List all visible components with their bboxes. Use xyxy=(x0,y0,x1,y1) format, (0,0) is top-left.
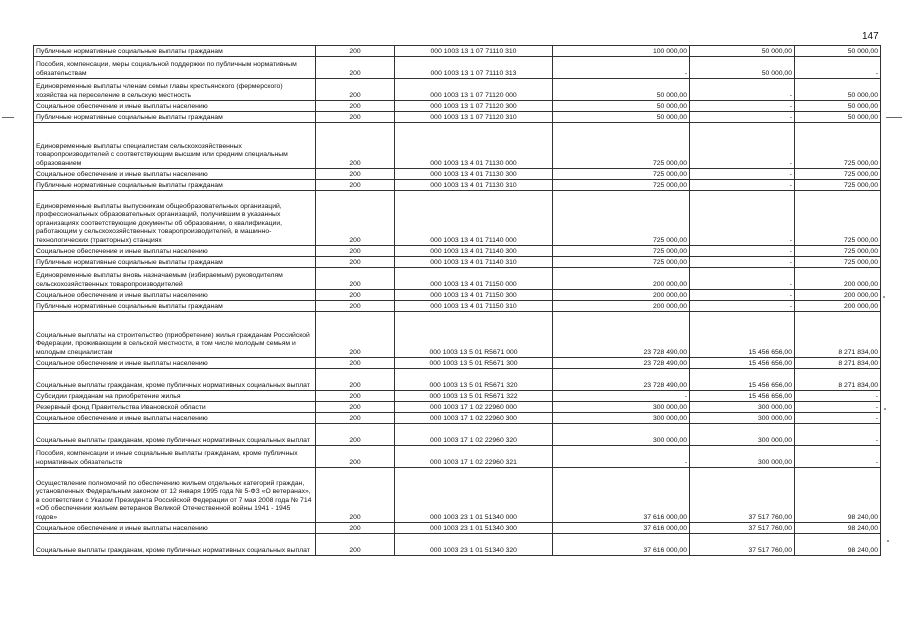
row-amount-cell: - xyxy=(690,180,795,191)
row-classification-code-cell: 000 1003 17 1 02 22960 321 xyxy=(395,446,553,468)
row-name-cell: Социальное обеспечение и иные выплаты населению xyxy=(34,358,316,369)
row-amount-cell: 725 000,00 xyxy=(795,257,881,268)
row-classification-code-cell: 000 1003 13 1 07 71120 300 xyxy=(395,101,553,112)
row-classification-code-cell: 000 1003 13 5 01 R5671 300 xyxy=(395,358,553,369)
row-amount-cell: 300 000,00 xyxy=(690,424,795,446)
row-amount-cell: 725 000,00 xyxy=(795,191,881,246)
row-amount-cell: - xyxy=(795,446,881,468)
row-name-cell: Публичные нормативные социальные выплаты гражданам xyxy=(34,112,316,123)
row-code-cell: 200 xyxy=(316,112,395,123)
row-code-cell: 200 xyxy=(316,424,395,446)
table-row xyxy=(34,180,881,191)
row-name-cell: Социальное обеспечение и иные выплаты населению xyxy=(34,413,316,424)
margin-mark-right xyxy=(886,117,902,118)
row-classification-code-cell: 000 1003 13 5 01 R5671 320 xyxy=(395,369,553,391)
row-name-cell: Социальное обеспечение и иные выплаты населению xyxy=(34,101,316,112)
row-amount-cell: - xyxy=(553,391,690,402)
row-name-cell: Единовременные выплаты выпускникам общеобразовательных организаций, профессиональных образовательных организаций, получившим в указанных организациях соответствующие документы об образовании, о квалификации, работающим у сельскохозяйственных товаропроизводителей, в машинно-технологических (тракторных) станциях xyxy=(34,191,316,246)
row-classification-code-cell: 000 1003 13 1 07 71110 313 xyxy=(395,57,553,79)
row-name-cell: Субсидии гражданам на приобретение жилья xyxy=(34,391,316,402)
row-code-cell: 200 xyxy=(316,101,395,112)
row-amount-cell: 725 000,00 xyxy=(553,246,690,257)
row-name-cell: Пособия, компенсации, меры социальной поддержки по публичным нормативным обязательствам xyxy=(34,57,316,79)
row-name-cell: Социальные выплаты гражданам, кроме публичных нормативных социальных выплат xyxy=(34,369,316,391)
row-code-cell: 200 xyxy=(316,268,395,290)
row-amount-cell: 23 728 490,00 xyxy=(553,358,690,369)
row-amount-cell: 100 000,00 xyxy=(553,46,690,57)
row-amount-cell: 37 616 000,00 xyxy=(553,523,690,534)
row-name-cell: Социальные выплаты гражданам, кроме публичных нормативных социальных выплат xyxy=(34,424,316,446)
row-amount-cell: 300 000,00 xyxy=(553,424,690,446)
row-amount-cell: 50 000,00 xyxy=(795,101,881,112)
row-amount-cell: 50 000,00 xyxy=(553,79,690,101)
row-code-cell: 200 xyxy=(316,301,395,312)
row-amount-cell: 725 000,00 xyxy=(795,169,881,180)
row-classification-code-cell: 000 1003 13 4 01 71150 000 xyxy=(395,268,553,290)
scan-dot xyxy=(884,408,886,410)
row-code-cell: 200 xyxy=(316,180,395,191)
row-amount-cell: 300 000,00 xyxy=(690,413,795,424)
row-name-cell: Социальное обеспечение и иные выплаты населению xyxy=(34,169,316,180)
row-code-cell: 200 xyxy=(316,191,395,246)
row-name-cell: Публичные нормативные социальные выплаты гражданам xyxy=(34,301,316,312)
row-amount-cell: 725 000,00 xyxy=(795,123,881,169)
row-name-cell: Единовременные выплаты специалистам сельскохозяйственных товаропроизводителей с соответствующим высшим или средним специальным образованием xyxy=(34,123,316,169)
row-code-cell: 200 xyxy=(316,123,395,169)
table-row xyxy=(34,268,881,290)
row-name-cell: Единовременные выплаты членам семьи главы крестьянского (фермерского) хозяйства на переселение в сельскую местность xyxy=(34,79,316,101)
row-amount-cell: 300 000,00 xyxy=(553,402,690,413)
row-classification-code-cell: 000 1003 17 1 02 22960 320 xyxy=(395,424,553,446)
row-amount-cell: - xyxy=(795,413,881,424)
table-row xyxy=(34,169,881,180)
row-classification-code-cell: 000 1003 13 4 01 71140 310 xyxy=(395,257,553,268)
table-body xyxy=(34,46,881,556)
row-amount-cell: 37 616 000,00 xyxy=(553,468,690,523)
row-code-cell: 200 xyxy=(316,358,395,369)
table-row xyxy=(34,112,881,123)
row-amount-cell: 15 456 656,00 xyxy=(690,369,795,391)
row-amount-cell: 200 000,00 xyxy=(795,290,881,301)
page-number: 147 xyxy=(862,31,879,42)
scan-dot xyxy=(883,296,885,298)
row-classification-code-cell: 000 1003 23 1 01 51340 000 xyxy=(395,468,553,523)
row-amount-cell: 23 728 490,00 xyxy=(553,369,690,391)
row-classification-code-cell: 000 1003 13 4 01 71150 310 xyxy=(395,301,553,312)
row-amount-cell: 37 517 760,00 xyxy=(690,468,795,523)
row-amount-cell: 50 000,00 xyxy=(553,101,690,112)
row-classification-code-cell: 000 1003 17 1 02 22960 300 xyxy=(395,413,553,424)
row-amount-cell: 98 240,00 xyxy=(795,468,881,523)
row-amount-cell: 37 517 760,00 xyxy=(690,523,795,534)
row-amount-cell: 15 456 656,00 xyxy=(690,358,795,369)
table-row xyxy=(34,391,881,402)
row-amount-cell: 50 000,00 xyxy=(795,112,881,123)
row-amount-cell: 725 000,00 xyxy=(553,169,690,180)
table-row xyxy=(34,413,881,424)
row-amount-cell: - xyxy=(795,424,881,446)
row-classification-code-cell: 000 1003 23 1 01 51340 320 xyxy=(395,534,553,556)
row-amount-cell: 50 000,00 xyxy=(690,57,795,79)
row-amount-cell: 725 000,00 xyxy=(795,246,881,257)
row-code-cell: 200 xyxy=(316,246,395,257)
row-code-cell: 200 xyxy=(316,312,395,358)
table-row xyxy=(34,101,881,112)
row-classification-code-cell: 000 1003 13 5 01 R5671 000 xyxy=(395,312,553,358)
row-amount-cell: 37 616 000,00 xyxy=(553,534,690,556)
row-classification-code-cell: 000 1003 17 1 02 22960 000 xyxy=(395,402,553,413)
row-name-cell: Публичные нормативные социальные выплаты гражданам xyxy=(34,257,316,268)
row-name-cell: Осуществление полномочий по обеспечению жильем отдельных категорий граждан, установленных Федеральным законом от 12 января 1995 года № 5-ФЗ «О ветеранах», в соответствии с Указом Президента Российской Федерации от 7 мая 2008 года № 714 «Об обеспечении жильем ветеранов Великой Отечественной войны 1941 - 1945 годов» xyxy=(34,468,316,523)
row-amount-cell: 8 271 834,00 xyxy=(795,312,881,358)
row-code-cell: 200 xyxy=(316,402,395,413)
budget-table xyxy=(33,45,881,556)
table-row xyxy=(34,46,881,57)
row-name-cell: Резервный фонд Правительства Ивановской области xyxy=(34,402,316,413)
row-amount-cell: 98 240,00 xyxy=(795,534,881,556)
scan-dot xyxy=(887,540,889,542)
table-row xyxy=(34,257,881,268)
row-name-cell: Публичные нормативные социальные выплаты гражданам xyxy=(34,180,316,191)
row-code-cell: 200 xyxy=(316,290,395,301)
row-amount-cell: 725 000,00 xyxy=(553,123,690,169)
table-row xyxy=(34,79,881,101)
row-classification-code-cell: 000 1003 13 4 01 71130 000 xyxy=(395,123,553,169)
row-amount-cell: - xyxy=(690,290,795,301)
row-amount-cell: 98 240,00 xyxy=(795,523,881,534)
row-code-cell: 200 xyxy=(316,446,395,468)
row-amount-cell: - xyxy=(690,191,795,246)
table-row xyxy=(34,191,881,246)
row-classification-code-cell: 000 1003 23 1 01 51340 300 xyxy=(395,523,553,534)
row-classification-code-cell: 000 1003 13 4 01 71150 300 xyxy=(395,290,553,301)
row-code-cell: 200 xyxy=(316,46,395,57)
row-amount-cell: 725 000,00 xyxy=(553,180,690,191)
row-code-cell: 200 xyxy=(316,534,395,556)
row-code-cell: 200 xyxy=(316,257,395,268)
row-amount-cell: - xyxy=(553,57,690,79)
row-classification-code-cell: 000 1003 13 5 01 R5671 322 xyxy=(395,391,553,402)
row-name-cell: Публичные нормативные социальные выплаты гражданам xyxy=(34,46,316,57)
row-amount-cell: - xyxy=(690,101,795,112)
row-code-cell: 200 xyxy=(316,169,395,180)
row-amount-cell: - xyxy=(690,246,795,257)
row-classification-code-cell: 000 1003 13 1 07 71110 310 xyxy=(395,46,553,57)
row-amount-cell: - xyxy=(553,446,690,468)
table-row xyxy=(34,57,881,79)
row-code-cell: 200 xyxy=(316,468,395,523)
row-amount-cell: 37 517 760,00 xyxy=(690,534,795,556)
row-classification-code-cell: 000 1003 13 4 01 71140 000 xyxy=(395,191,553,246)
row-name-cell: Социальное обеспечение и иные выплаты населению xyxy=(34,246,316,257)
row-amount-cell: 200 000,00 xyxy=(553,301,690,312)
row-code-cell: 200 xyxy=(316,369,395,391)
table-row xyxy=(34,523,881,534)
row-amount-cell: 15 456 656,00 xyxy=(690,312,795,358)
row-classification-code-cell: 000 1003 13 1 07 71120 310 xyxy=(395,112,553,123)
row-amount-cell: 725 000,00 xyxy=(553,191,690,246)
margin-mark-left xyxy=(2,117,14,118)
row-amount-cell: - xyxy=(690,268,795,290)
table-row xyxy=(34,358,881,369)
row-amount-cell: 15 456 656,00 xyxy=(690,391,795,402)
row-name-cell: Социальное обеспечение и иные выплаты населению xyxy=(34,523,316,534)
row-code-cell: 200 xyxy=(316,413,395,424)
row-amount-cell: - xyxy=(690,301,795,312)
table-row xyxy=(34,446,881,468)
row-amount-cell: 300 000,00 xyxy=(690,446,795,468)
row-amount-cell: 50 000,00 xyxy=(553,112,690,123)
row-classification-code-cell: 000 1003 13 1 07 71120 000 xyxy=(395,79,553,101)
row-amount-cell: 8 271 834,00 xyxy=(795,358,881,369)
row-name-cell: Единовременные выплаты вновь назначаемым (избираемым) руководителям сельскохозяйственных товаропроизводителей xyxy=(34,268,316,290)
table-row xyxy=(34,312,881,358)
row-amount-cell: - xyxy=(690,123,795,169)
row-code-cell: 200 xyxy=(316,57,395,79)
row-classification-code-cell: 000 1003 13 4 01 71140 300 xyxy=(395,246,553,257)
row-amount-cell: 50 000,00 xyxy=(795,79,881,101)
row-amount-cell: - xyxy=(690,169,795,180)
row-amount-cell: 50 000,00 xyxy=(795,46,881,57)
row-amount-cell: 300 000,00 xyxy=(690,402,795,413)
row-amount-cell: 200 000,00 xyxy=(553,290,690,301)
table-row xyxy=(34,402,881,413)
table-row xyxy=(34,424,881,446)
row-amount-cell: - xyxy=(690,257,795,268)
row-amount-cell: 200 000,00 xyxy=(553,268,690,290)
row-amount-cell: - xyxy=(690,79,795,101)
row-amount-cell: 725 000,00 xyxy=(795,180,881,191)
row-name-cell: Социальные выплаты гражданам, кроме публичных нормативных социальных выплат xyxy=(34,534,316,556)
row-name-cell: Социальное обеспечение и иные выплаты населению xyxy=(34,290,316,301)
row-name-cell: Социальные выплаты на строительство (приобретение) жилья гражданам Российской Федерации, проживающим в сельской местности, в том числе молодым семьям и молодым специалистам xyxy=(34,312,316,358)
row-amount-cell: 23 728 490,00 xyxy=(553,312,690,358)
table-row xyxy=(34,534,881,556)
row-amount-cell: 8 271 834,00 xyxy=(795,369,881,391)
table-row xyxy=(34,123,881,169)
row-amount-cell: - xyxy=(690,112,795,123)
row-amount-cell: 50 000,00 xyxy=(690,46,795,57)
table-row xyxy=(34,246,881,257)
row-code-cell: 200 xyxy=(316,391,395,402)
table-row xyxy=(34,290,881,301)
row-classification-code-cell: 000 1003 13 4 01 71130 310 xyxy=(395,180,553,191)
row-amount-cell: - xyxy=(795,391,881,402)
row-amount-cell: 725 000,00 xyxy=(553,257,690,268)
row-name-cell: Пособия, компенсации и иные социальные выплаты гражданам, кроме публичных нормативных обязательств xyxy=(34,446,316,468)
row-code-cell: 200 xyxy=(316,523,395,534)
table-row xyxy=(34,301,881,312)
row-amount-cell: 300 000,00 xyxy=(553,413,690,424)
row-amount-cell: - xyxy=(795,57,881,79)
row-amount-cell: 200 000,00 xyxy=(795,301,881,312)
row-amount-cell: 200 000,00 xyxy=(795,268,881,290)
row-code-cell: 200 xyxy=(316,79,395,101)
table-row xyxy=(34,369,881,391)
table-row xyxy=(34,468,881,523)
row-amount-cell: - xyxy=(795,402,881,413)
row-classification-code-cell: 000 1003 13 4 01 71130 300 xyxy=(395,169,553,180)
